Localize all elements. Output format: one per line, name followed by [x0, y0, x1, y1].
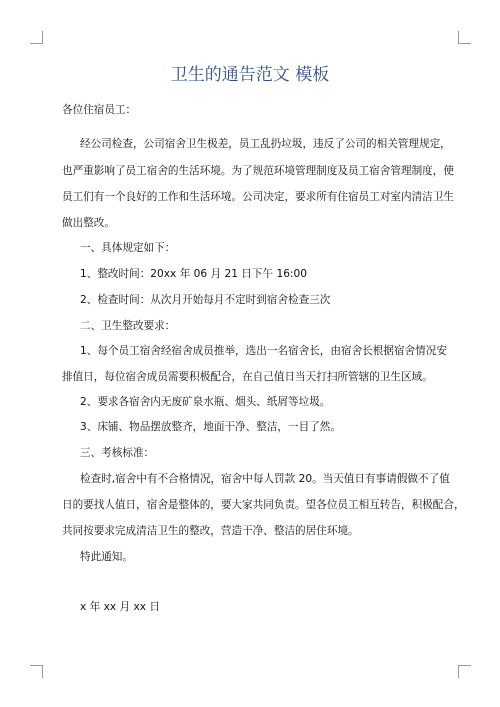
document-title: 卫生的通告范文 模板 [170, 65, 330, 85]
section-heading-1: 一、具体规定如下： [80, 242, 176, 254]
closing-notice: 特此通知。 [80, 551, 133, 563]
crop-mark-top-left [30, 31, 43, 44]
requirement-item-3: 3、床铺、物品摆放整齐，地面干净、整洁，一目了然。 [80, 421, 341, 433]
crop-mark-top-right [458, 31, 471, 44]
rule-item-2: 2、检查时间：从次月开始每月不定时到宿舍检查三次 [80, 294, 331, 306]
body-paragraph-1-line-1: 经公司检查，公司宿舍卫生极差，员工乱扔垃圾，违反了公司的相关管理规定， [80, 138, 451, 150]
date-line: x 年 xx 月 xx 日 [80, 601, 160, 613]
rule-item-1: 1、整改时间：20xx 年 06 月 21 日下午 16:00 [80, 268, 307, 280]
requirement-item-1-line-2: 排值日，每位宿舍成员需要积极配合，在自己值日当天打扫所管辖的卫生区域。 [62, 371, 433, 383]
crop-mark-bottom-right [458, 665, 471, 678]
body-paragraph-1-line-3: 员工们有一个良好的工作和生活环境。公司决定，要求所有住宿员工对室内清洁卫生 [62, 191, 454, 203]
section-heading-2: 二、卫生整改要求： [80, 320, 176, 332]
section-heading-3: 三、考核标准： [80, 447, 155, 459]
requirement-item-1-line-1: 1、每个员工宿舍经宿舍成员推举，选出一名宿舍长，由宿舍长根据宿舍情况安 [80, 345, 447, 357]
requirement-item-2: 2、要求各宿舍内无废矿泉水瓶、烟头、纸屑等垃圾。 [80, 396, 331, 408]
assessment-line-1: 检查时,宿舍中有不合格情况，宿舍中每人罚款 20。当天值日有事请假做不了值 [80, 473, 450, 485]
salutation: 各位住宿员工： [62, 104, 137, 116]
assessment-line-3: 共同按要求完成清洁卫生的整改，营造干净、整洁的居住环境。 [62, 525, 359, 537]
body-paragraph-1-line-2: 也严重影响了员工宿舍的生活环境。为了规范环境管理制度及员工宿舍管理制度，使 [62, 165, 454, 177]
crop-mark-bottom-left [30, 665, 43, 678]
body-paragraph-1-line-4: 做出整改。 [62, 217, 115, 229]
assessment-line-2: 日的要找人值日，宿舍是整体的，要大家共同负责。望各位员工相互转告，积极配合， [62, 499, 465, 511]
